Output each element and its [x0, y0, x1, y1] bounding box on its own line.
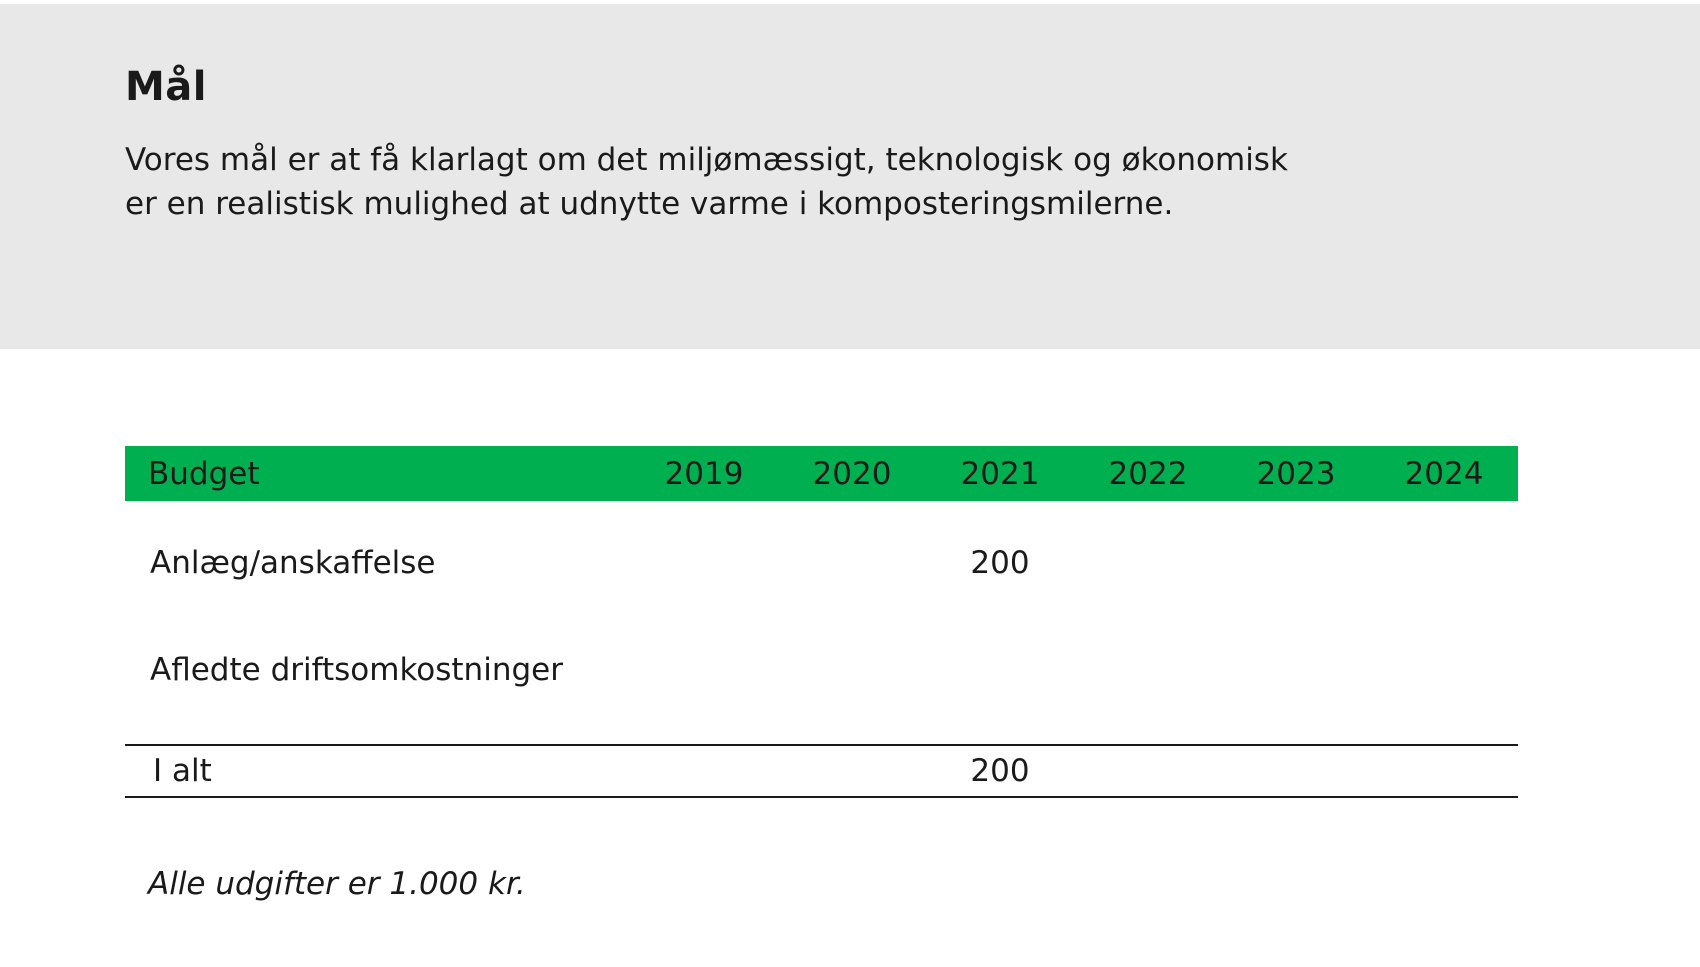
total-value — [1370, 745, 1518, 797]
cell-value — [630, 624, 778, 715]
year-header-2019: 2019 — [664, 455, 744, 492]
table-row-anlaeg — [125, 501, 1518, 624]
cell-value — [1222, 624, 1370, 715]
total-value — [1222, 745, 1370, 797]
year-header-2023: 2023 — [1256, 455, 1336, 492]
cell-value — [1222, 501, 1370, 624]
total-value: 200 — [970, 753, 1030, 789]
goal-description — [125, 138, 1445, 226]
cell-value: 200 — [970, 544, 1030, 581]
cell-value — [1074, 501, 1222, 624]
cell-value — [1370, 624, 1518, 715]
goal-description-line-1: Vores mål er at få klarlagt om det miljømæssigt, teknologisk og økonomisk — [125, 142, 1288, 178]
table-row-afledte — [125, 624, 1518, 715]
total-value — [1074, 745, 1222, 797]
total-value — [778, 745, 926, 797]
goal-panel — [0, 4, 1700, 349]
budget-footnote: Alle udgifter er 1.000 kr. — [148, 866, 526, 902]
year-header-2021: 2021 — [960, 455, 1040, 492]
goal-title: Mål — [125, 64, 208, 110]
budget-header-row — [125, 446, 1518, 501]
cell-value — [778, 624, 926, 715]
cell-value — [1370, 501, 1518, 624]
year-header-2024: 2024 — [1404, 455, 1484, 492]
table-row-total — [125, 745, 1518, 797]
cell-value — [1074, 624, 1222, 715]
budget-header-label: Budget — [148, 455, 260, 492]
table-spacer-row — [125, 715, 1518, 745]
row-label: Afledte driftsomkostninger — [150, 651, 563, 688]
year-header-2022: 2022 — [1108, 455, 1188, 492]
budget-table — [125, 446, 1518, 798]
row-label: Anlæg/anskaffelse — [150, 544, 436, 581]
cell-value — [630, 501, 778, 624]
total-label: I alt — [153, 753, 212, 789]
year-header-2020: 2020 — [812, 455, 892, 492]
cell-value — [926, 624, 1074, 715]
goal-description-line-2: er en realistisk mulighed at udnytte varme i komposteringsmilerne. — [125, 186, 1174, 222]
total-value — [630, 745, 778, 797]
cell-value — [778, 501, 926, 624]
